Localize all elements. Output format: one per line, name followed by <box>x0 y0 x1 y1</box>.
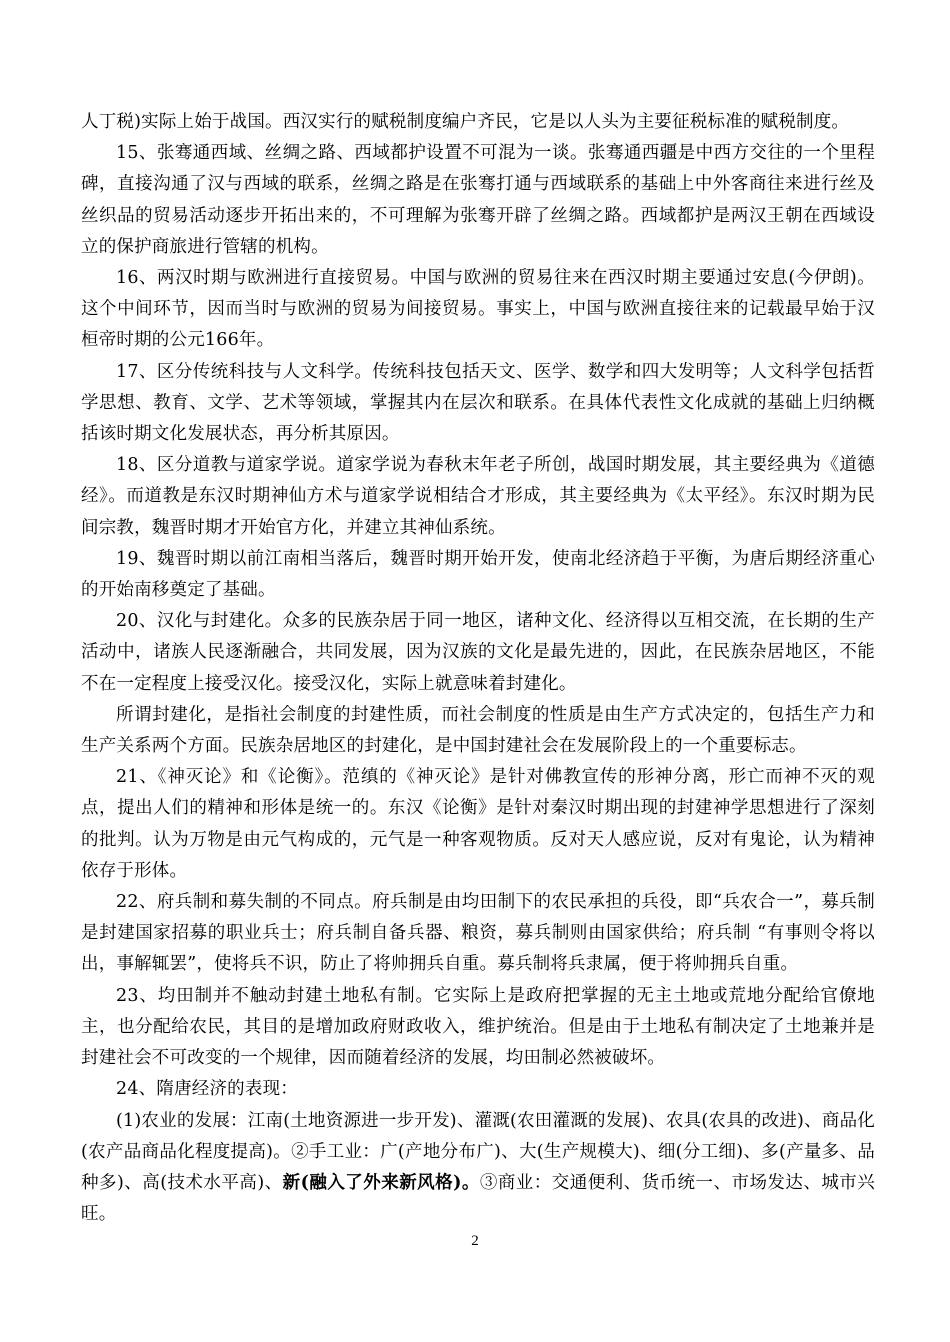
paragraph-17: 17、区分传统科技与人文科学。传统科技包括天文、医学、数学和四大发明等；人文科学包括哲学思想、教育、文学、艺术等领域，掌握其内在层次和联系。在具体代表性文化成就的基础上归纳概括该时期文化发展状态，再分析其原因。 <box>81 361 875 445</box>
paragraph-18: 18、区分道教与道家学说。道家学说为春秋末年老子所创，战国时期发展，其主要经典为《道德经》。而道教是东汉时期神仙方术与道家学说相结合才形成，其主要经典为《太平经》。东汉时期为民间宗教，魏晋时期才开始官方化，并建立其神仙系统。 <box>81 455 875 538</box>
page-number: 2 <box>471 1233 479 1249</box>
paragraph-20: 20、汉化与封建化。众多的民族杂居于同一地区，诸种文化、经济得以互相交流，在长期的生产活动中，诸族人民逐渐融合，共同发展，因为汉族的文化是最先进的，因此，在民族杂居地区，不能不在一定程度上接受汉化。接受汉化，实际上就意味着封建化。 <box>81 611 875 694</box>
paragraph-21: 21、《神灭论》和《论衡》。范缜的《神灭论》是针对佛教宣传的形神分离，形亡而神不灭的观点，提出人们的精神和形体是统一的。东汉《论衡》是针对秦汉时期出现的封建神学思想进行了深刻的批判。认为万物是由元气构成的，元气是一种客观物质。反对天人感应说，反对有鬼论，认为精神依存于形体。 <box>81 767 875 881</box>
paragraph-24-heading: 24、隋唐经济的表现： <box>116 1079 298 1100</box>
paragraph-19: 19、魏晋时期以前江南相当落后，魏晋时期开始开发，使南北经济趋于平衡，为唐后期经济重心的开始南移奠定了基础。 <box>81 548 875 601</box>
paragraph-20-feudalization: 所谓封建化，是指社会制度的封建性质，而社会制度的性质是由生产方式决定的，包括生产力和生产关系两个方面。民族杂居地区的封建化，是中国封建社会在发展阶段上的一个重要标志。 <box>81 704 875 757</box>
paragraph-22: 22、府兵制和募失制的不同点。府兵制是由均田制下的农民承担的兵役，即“兵农合一”，募兵制是封建国家招募的职业兵士；府兵制自备兵器、粮资，募兵制则由国家供给；府兵制 “有事则令将以出，事解辄罢”，使将兵不识，防止了将帅拥兵自重。募兵制将兵隶属，便于将帅拥兵自重。 <box>81 892 875 975</box>
economy-text-bold: 新(融入了外来新风格)。 <box>282 1172 480 1193</box>
paragraph-23: 23、均田制并不触动封建土地私有制。它实际上是政府把掌握的无主土地或荒地分配给官僚地主，也分配给农民，其目的是增加政府财政收入，维护统治。但是由于土地私有制决定了土地兼并是封建社会不可改变的一个规律，因而随着经济的发展，均田制必然被破坏。 <box>81 985 875 1069</box>
paragraph-continuation: 人丁税)实际上始于战国。西汉实行的赋税制度编户齐民，它是以人头为主要征税标准的赋税制度。 <box>81 112 850 132</box>
paragraph-24-details <box>81 1106 875 1231</box>
economy-text-part1: (1)农业的发展：江南(土地资源进一步开发)、灌溉(农田灌溉的发展)、农具(农具的改进)、商品化(农产品商品化程度提高)。②手工业：广(产地分布广)、大(生产规模大)、细(分工细)、多(产量多、品种多)、高(技术水平高)、 <box>81 1110 875 1193</box>
document-page <box>81 107 875 1230</box>
economy-text-part2: ③商业：交通便利、货币统一、市场发达、城市兴旺。 <box>81 1172 875 1225</box>
paragraph-15: 15、张骞通西域、丝绸之路、西域都护设置不可混为一谈。张骞通西疆是中西方交往的一个里程碑，直接沟通了汉与西域的联系，丝绸之路是在张骞打通与西域联系的基础上中外客商往来进行丝及丝织品的贸易活动逐步开拓出来的，不可理解为张骞开辟了丝绸之路。西域都护是两汉王朝在西域设立的保护商旅进行管辖的机构。 <box>81 143 875 257</box>
paragraph-16: 16、两汉时期与欧洲进行直接贸易。中国与欧洲的贸易往来在西汉时期主要通过安息(今伊朗)。这个中间环节，因而当时与欧洲的贸易为间接贸易。事实上，中国与欧洲直接往来的记载最早始于汉桓帝时期的公元166年。 <box>81 268 875 351</box>
